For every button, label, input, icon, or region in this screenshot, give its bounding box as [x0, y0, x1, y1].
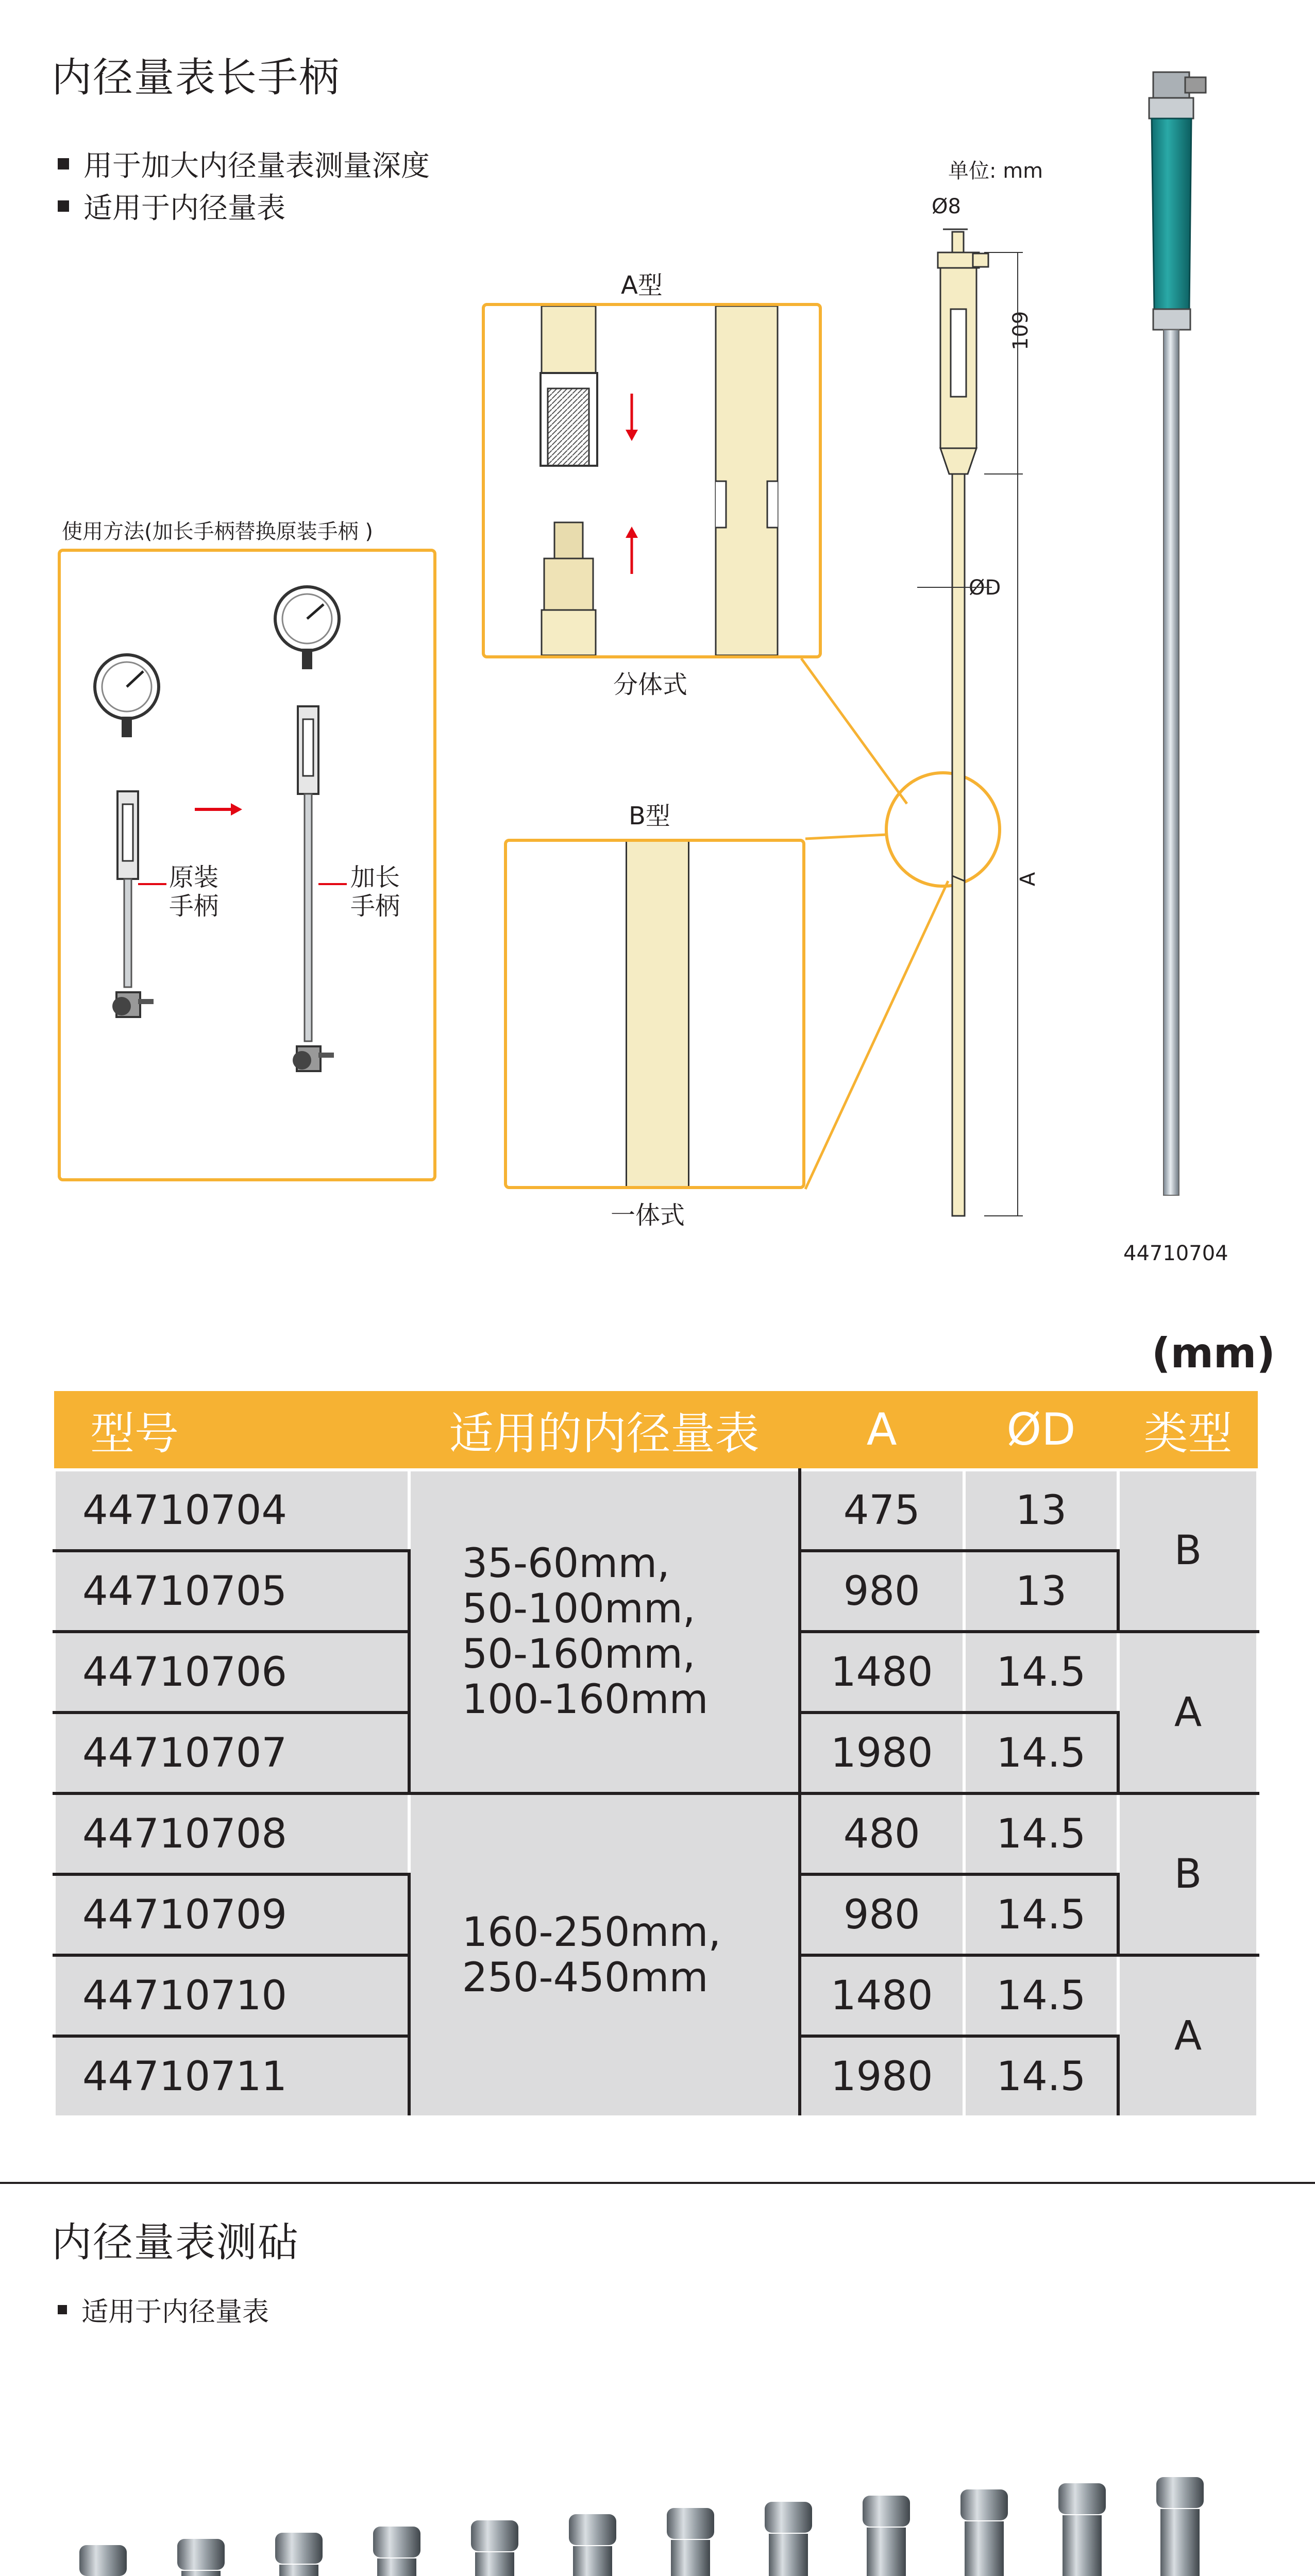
label-original-handle: 原装 手柄: [169, 863, 219, 921]
anvil-pin: [765, 2502, 812, 2576]
A-cell: 475: [800, 1470, 964, 1551]
dim-phi8: Ø8: [932, 195, 961, 218]
range-cell: 35-60mm, 50-100mm, 50-160mm, 100-160mm: [409, 1470, 800, 1793]
section1-bullet-1: 用于加大内径量表测量深度: [58, 143, 430, 184]
drawing-unit: 单位: mm: [948, 159, 1043, 183]
range-cell: 160-250mm, 250-450mm: [409, 1793, 800, 2117]
long-handle-caption: 44710704: [1123, 1242, 1228, 1265]
D-cell: 13: [964, 1470, 1118, 1551]
anvil-pin: [960, 2489, 1008, 2576]
A-cell: 1980: [800, 2036, 964, 2117]
D-cell: 14.5: [964, 1793, 1118, 1874]
model-cell: 44710710: [54, 1955, 409, 2036]
D-cell: 14.5: [964, 1632, 1118, 1713]
D-cell: 14.5: [964, 2036, 1118, 2117]
anvil-pin: [177, 2539, 225, 2576]
type-cell: A: [1118, 1632, 1258, 1793]
typeB-caption: 一体式: [611, 1201, 685, 1230]
header-A: A: [800, 1391, 964, 1470]
model-cell: 44710706: [54, 1632, 409, 1713]
model-cell: 44710705: [54, 1551, 409, 1632]
table-row: [54, 1470, 1258, 1551]
A-cell: 1480: [800, 1955, 964, 2036]
table-row: [54, 1793, 1258, 1874]
header-phiD: ØD: [964, 1391, 1118, 1470]
anvil-pin: [1058, 2483, 1106, 2576]
type-cell: A: [1118, 1955, 1258, 2117]
section1-bullet-2: 适用于内径量表: [58, 185, 285, 227]
typeA-label: A型: [621, 271, 663, 300]
header-applicable-gauge: 适用的内径量表: [409, 1391, 800, 1470]
anvil-pin: [569, 2514, 616, 2576]
type-cell: B: [1118, 1793, 1258, 1955]
anvil-pin: [79, 2545, 127, 2576]
unit-note: (mm): [1152, 1329, 1275, 1377]
dim-109: 109: [1009, 311, 1033, 350]
A-cell: 980: [800, 1551, 964, 1632]
anvil-pin: [863, 2496, 910, 2576]
model-cell: 44710709: [54, 1874, 409, 1955]
model-cell: 44710708: [54, 1793, 409, 1874]
A-cell: 1980: [800, 1713, 964, 1793]
section2-title: 内径量表测砧: [52, 2219, 299, 2266]
anvil-pin: [667, 2508, 714, 2576]
section-divider: [0, 2182, 1315, 2184]
long-handle-photo: [1123, 62, 1226, 1211]
technical-drawing: [907, 196, 1061, 1252]
usage-title: 使用方法(加长手柄替换原装手柄 ): [62, 520, 373, 544]
D-cell: 14.5: [964, 1713, 1118, 1793]
anvil-pin: [1156, 2477, 1204, 2576]
header-type: 类型: [1118, 1391, 1258, 1470]
A-cell: 1480: [800, 1632, 964, 1713]
anvil-pin: [275, 2533, 323, 2576]
A-cell: 980: [800, 1874, 964, 1955]
dim-phiD: ØD: [969, 576, 1001, 600]
typeA-caption: 分体式: [613, 670, 688, 699]
D-cell: 13: [964, 1551, 1118, 1632]
section1-title: 内径量表长手柄: [52, 55, 341, 101]
anvil-pin: [373, 2527, 420, 2576]
handle-spec-table: [53, 1391, 1259, 2119]
anvil-pin: [471, 2520, 518, 2576]
D-cell: 14.5: [964, 1955, 1118, 2036]
anvils-photo: [62, 2458, 1247, 2576]
dim-A: A: [1016, 872, 1040, 886]
A-cell: 480: [800, 1793, 964, 1874]
model-cell: 44710707: [54, 1713, 409, 1793]
model-cell: 44710711: [54, 2036, 409, 2117]
section2-bullet-1: 适用于内径量表: [58, 2290, 269, 2329]
header-model: 型号: [54, 1391, 409, 1470]
type-cell: B: [1118, 1470, 1258, 1632]
label-extended-handle: 加长 手柄: [350, 863, 400, 921]
D-cell: 14.5: [964, 1874, 1118, 1955]
model-cell: 44710704: [54, 1470, 409, 1551]
typeB-label: B型: [629, 802, 670, 831]
